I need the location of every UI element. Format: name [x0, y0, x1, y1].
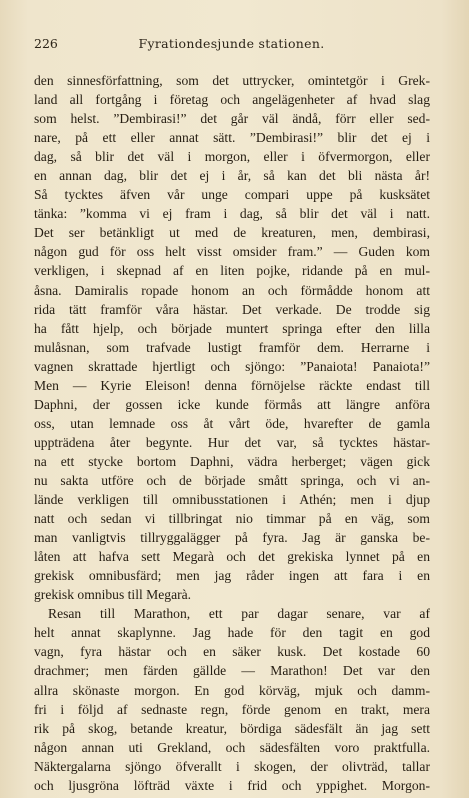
- text-line: helt annat skaplynne. Jag hade för den tagit en god: [34, 625, 430, 641]
- text-line: och ljusgröna löfträd växte i frid och yppighet. Morgon-: [34, 777, 430, 793]
- text-line: den sinnesförfattning, som det uttrycker, omintetgör i Grek-: [34, 73, 430, 88]
- text-line: grekisk omnibus till Megarà.: [34, 587, 192, 603]
- text-line: låten att hafva sett Megarà och det grekiska lynnet på en: [34, 549, 430, 565]
- text-line: någon annan uti Grekland, och sädesfälten voro praktfulla.: [34, 739, 430, 755]
- text-line: land all fortgång i företag och angelägenheter af hvad slag: [34, 92, 430, 108]
- text-line: åsna. Damiralis ropade honom an och förmådde honom att: [34, 282, 430, 298]
- text-line: Daphni, der gossen icke kunde förmås att längre anföra: [34, 396, 430, 412]
- text-line: oss, utan lemnade oss åt vårt öde, hvarefter de gamla: [34, 415, 430, 431]
- text-line: lände verkligen till omnibusstationen i Athén; men i djup: [34, 492, 430, 508]
- text-line: natt och sedan vi tillbringat nio timmar på en väg, som: [34, 511, 430, 527]
- page-number: 226: [34, 36, 58, 51]
- text-line: rida tätt framför våra hästar. Det verkade. De trodde sig: [34, 301, 430, 317]
- text-line: Det ser betänkligt ut med de kreaturen, men, dembirasi,: [34, 225, 430, 241]
- text-line: Men — Kyrie Eleison! denna förnöjelse räckte endast till: [34, 377, 430, 393]
- text-line: uppträdena åter begynte. Hur det var, så tycktes hästar-: [34, 434, 430, 450]
- body-text: [34, 71, 430, 795]
- page-header: [34, 36, 429, 56]
- text-line: Resan till Marathon, ett par dagar senare, var af: [48, 606, 430, 622]
- text-line: grekisk omnibusfärd; men jag råder ingen att fara i en: [34, 568, 430, 584]
- text-line: nare, på ett eller annat sätt. ”Dembirasi!” blir det ej i: [34, 130, 430, 146]
- text-line: na ett stycke bortom Daphni, vädra herberget; vägen gick: [34, 453, 430, 469]
- text-line: någon gud för oss helt visst omsider fram.” — Guden kom: [34, 244, 430, 260]
- text-line: vagn, fyra hästar och en säker kusk. Det kostade 60: [34, 644, 430, 660]
- running-title: Fyrationdesjunde stationen.: [138, 36, 325, 51]
- text-line: dag, så blir det väl i morgon, eller i öfvermorgon, eller: [34, 149, 430, 165]
- text-line: vagnen skrattade hjertligt och sjöngo: ”Panaiota! Panaiota!”: [34, 358, 430, 374]
- text-line: rik på skog, betande kreatur, bördiga sädesfält än jag sett: [34, 720, 430, 736]
- text-line: nu sakta utföre och de började smått springa, och vi an-: [34, 472, 430, 488]
- text-line: en annan dag, blir det ej i år, så kan det bli nästa år!: [34, 168, 430, 184]
- text-line: Näktergalarna sjöngo öfverallt i skogen, der olivträd, tallar: [34, 758, 430, 774]
- text-line: ha fått hjelp, och började muntert springa efter den lilla: [34, 320, 430, 336]
- text-line: man vanligtvis tillryggalägger på fyra. Jag är ganska be-: [34, 530, 430, 546]
- text-line: mulåsnan, som trafvade lustigt framför dem. Herrarne i: [34, 339, 430, 355]
- text-line: drachmer; men färden gällde — Marathon! Det var den: [34, 663, 430, 679]
- text-line: verkligen, i skepnad af en liten pojke, ridande på en mul-: [34, 263, 430, 279]
- text-line: allra skönaste morgon. En god körväg, mjuk och damm-: [34, 682, 430, 698]
- text-line: Så tycktes äfven vår unge compari uppe på kusksätet: [34, 187, 430, 203]
- text-line: som helst. ”Dembirasi!” det går väl ändå, förr eller sed-: [34, 111, 430, 127]
- text-line: tänka: ”komma vi ej fram i dag, så blir det väl i natt.: [34, 206, 430, 222]
- text-line: fri i följd af sednaste regn, förde genom en trakt, mera: [34, 701, 430, 717]
